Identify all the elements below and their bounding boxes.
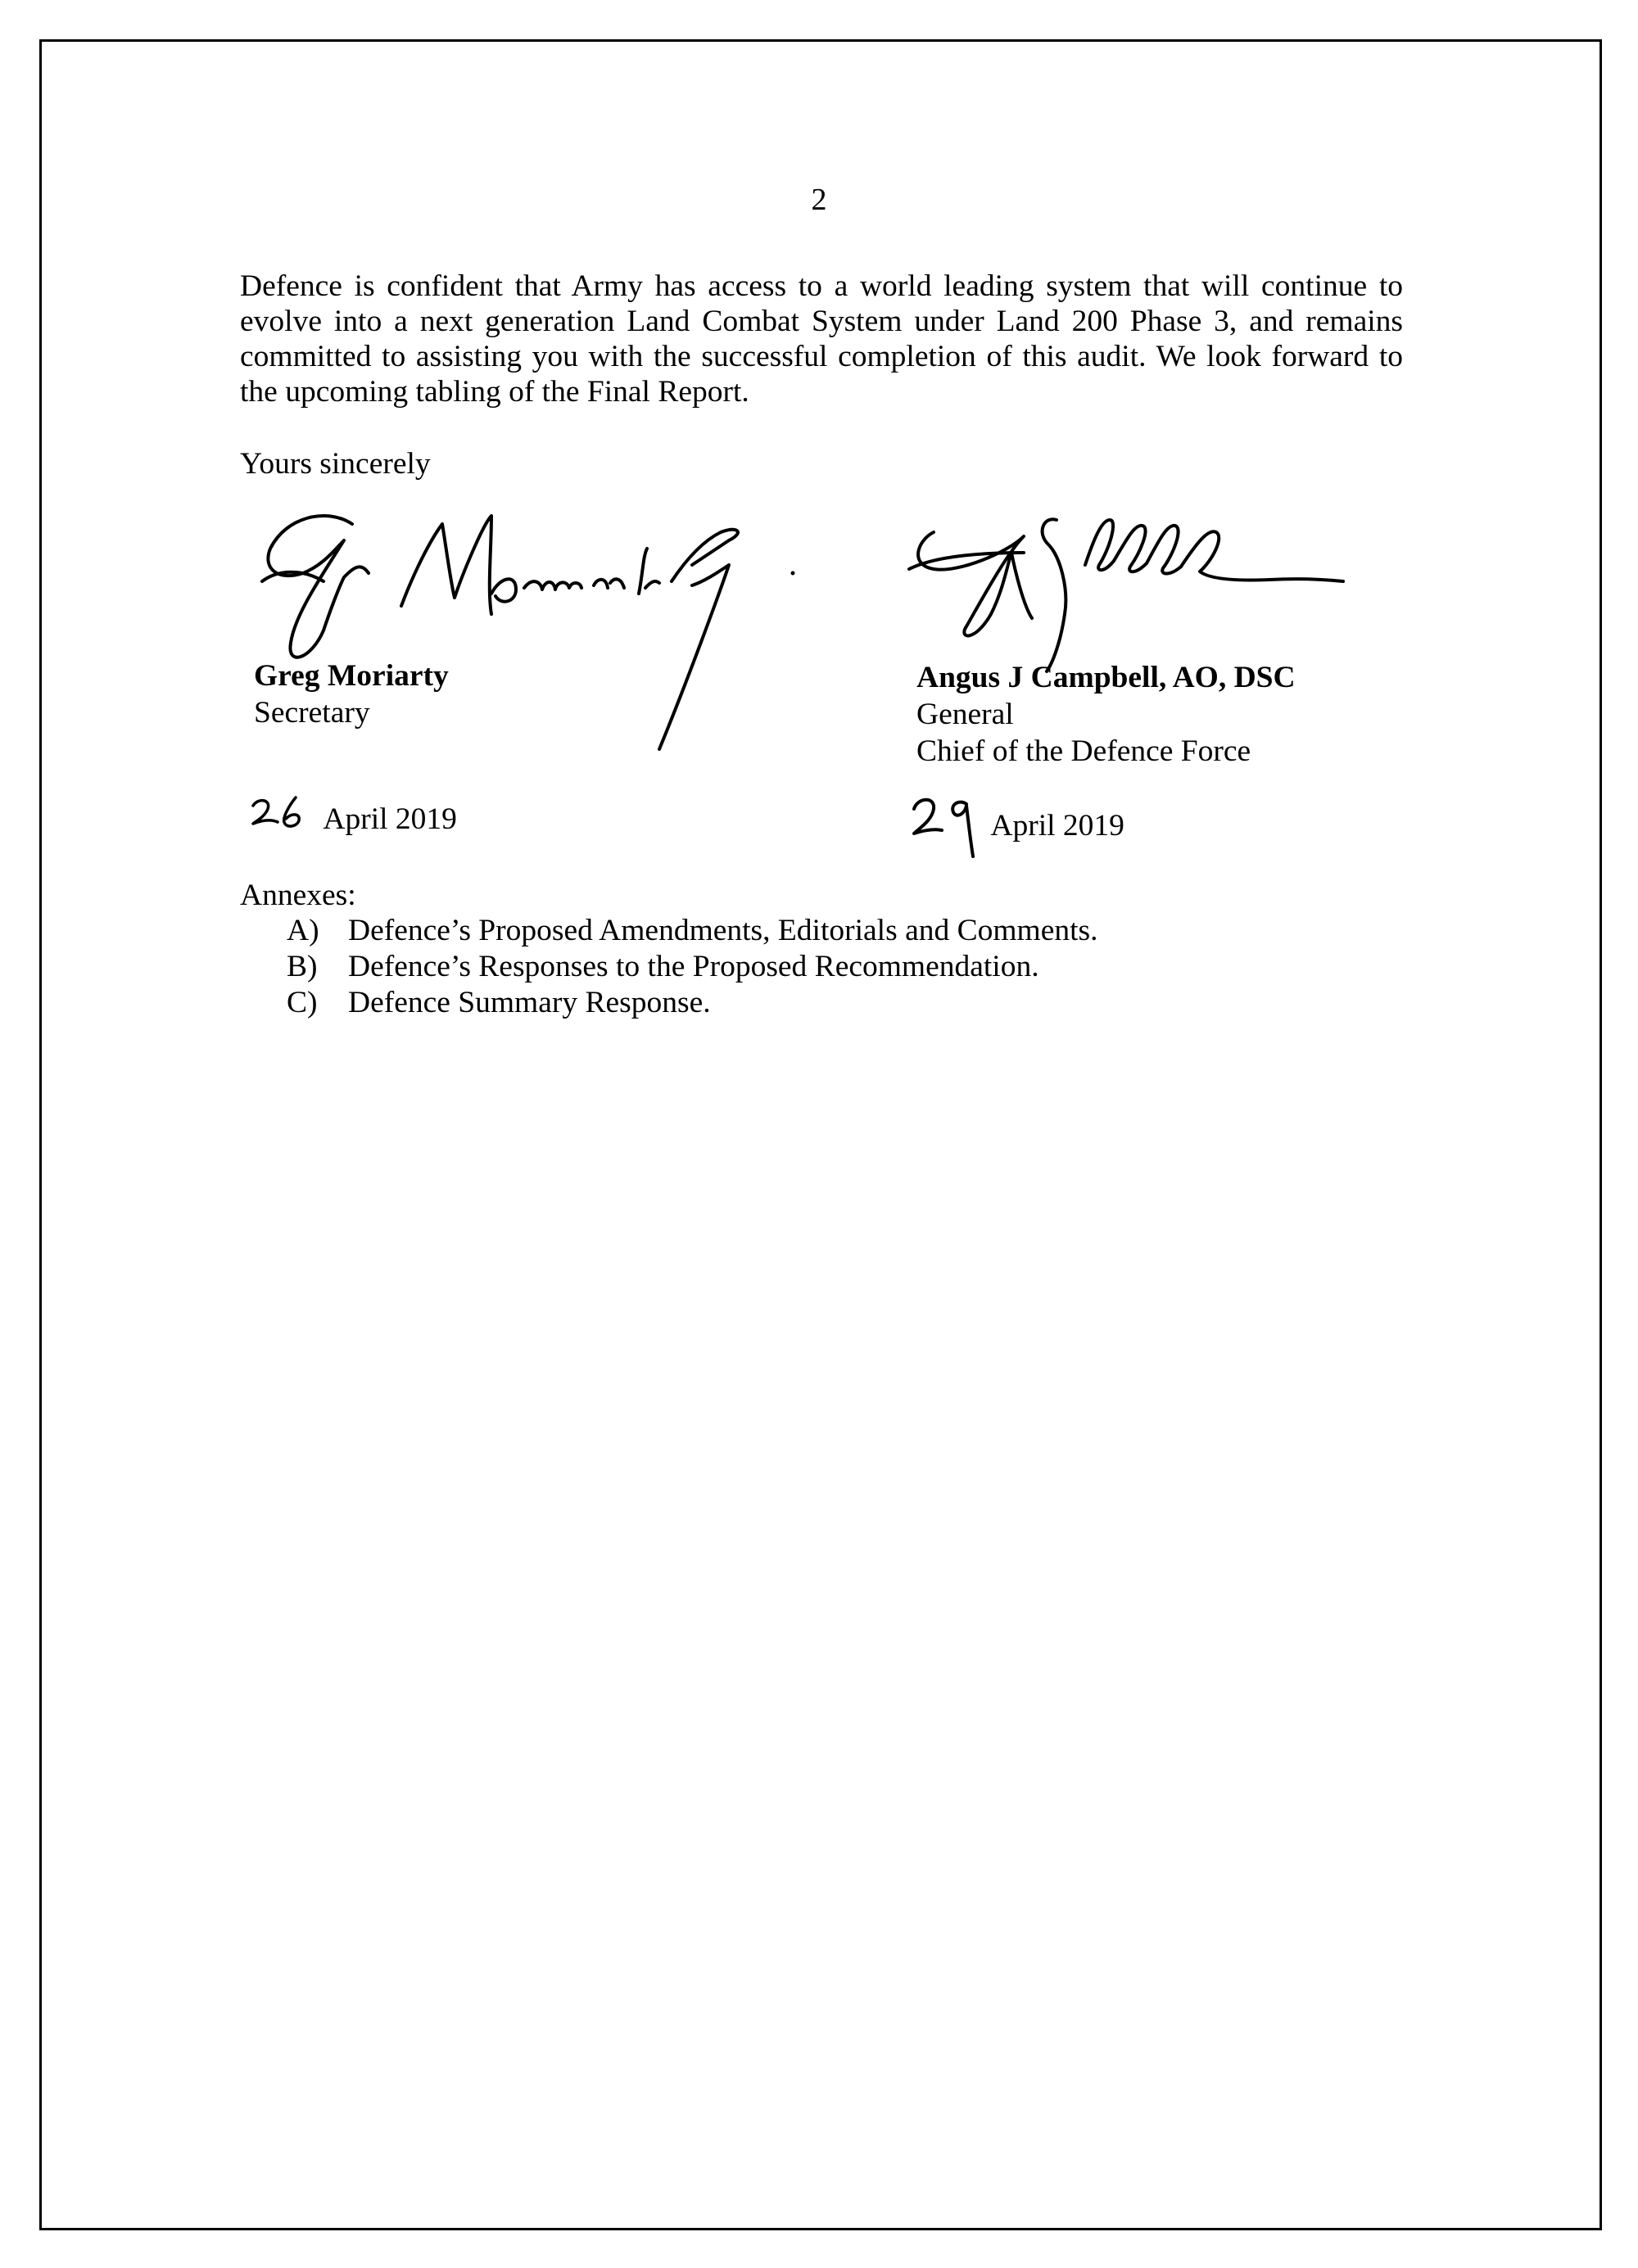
left-signatory-title: Secretary — [254, 696, 370, 730]
annex-text: Defence’s Proposed Amendments, Editorials and Comments. — [348, 914, 1098, 947]
left-signatory-name: Greg Moriarty — [254, 659, 449, 693]
annex-text: Defence Summary Response. — [348, 986, 711, 1019]
left-date-day-handwritten-icon — [250, 794, 315, 837]
right-date-day-handwritten-icon — [909, 794, 983, 860]
annexes-heading: Annexes: — [240, 879, 356, 912]
annex-item — [287, 985, 1097, 1021]
annex-letter: C) — [287, 986, 318, 1019]
closing-salutation: Yours sincerely — [240, 447, 431, 481]
left-date — [250, 794, 457, 837]
annex-letter: A) — [287, 914, 319, 947]
body-paragraph: Defence is confident that Army has access to a world leading system that will continue to evolve into a next generation Land Combat System under Land 200 Phase 3, and remains committed to assisting you with the successful completion of this audit. We look forward to the upcoming tabling of the Final Report. — [240, 269, 1403, 409]
left-date-text: April 2019 — [323, 802, 457, 836]
right-date-text: April 2019 — [990, 809, 1124, 843]
right-signature-icon — [885, 475, 1360, 671]
right-signatory-title: Chief of the Defence Force — [916, 734, 1251, 768]
right-date — [909, 794, 1124, 860]
annex-item — [287, 949, 1097, 985]
right-signatory-rank: General — [916, 698, 1014, 731]
left-signatory-block — [254, 657, 449, 731]
annexes-list — [287, 913, 1097, 1021]
right-signatory-name: Angus J Campbell, AO, DSC — [916, 661, 1296, 694]
annex-item — [287, 913, 1097, 949]
annex-letter: B) — [287, 950, 318, 983]
annex-text: Defence’s Responses to the Proposed Recommendation. — [348, 950, 1039, 983]
right-signatory-block — [916, 659, 1296, 770]
page-number: 2 — [811, 183, 827, 217]
